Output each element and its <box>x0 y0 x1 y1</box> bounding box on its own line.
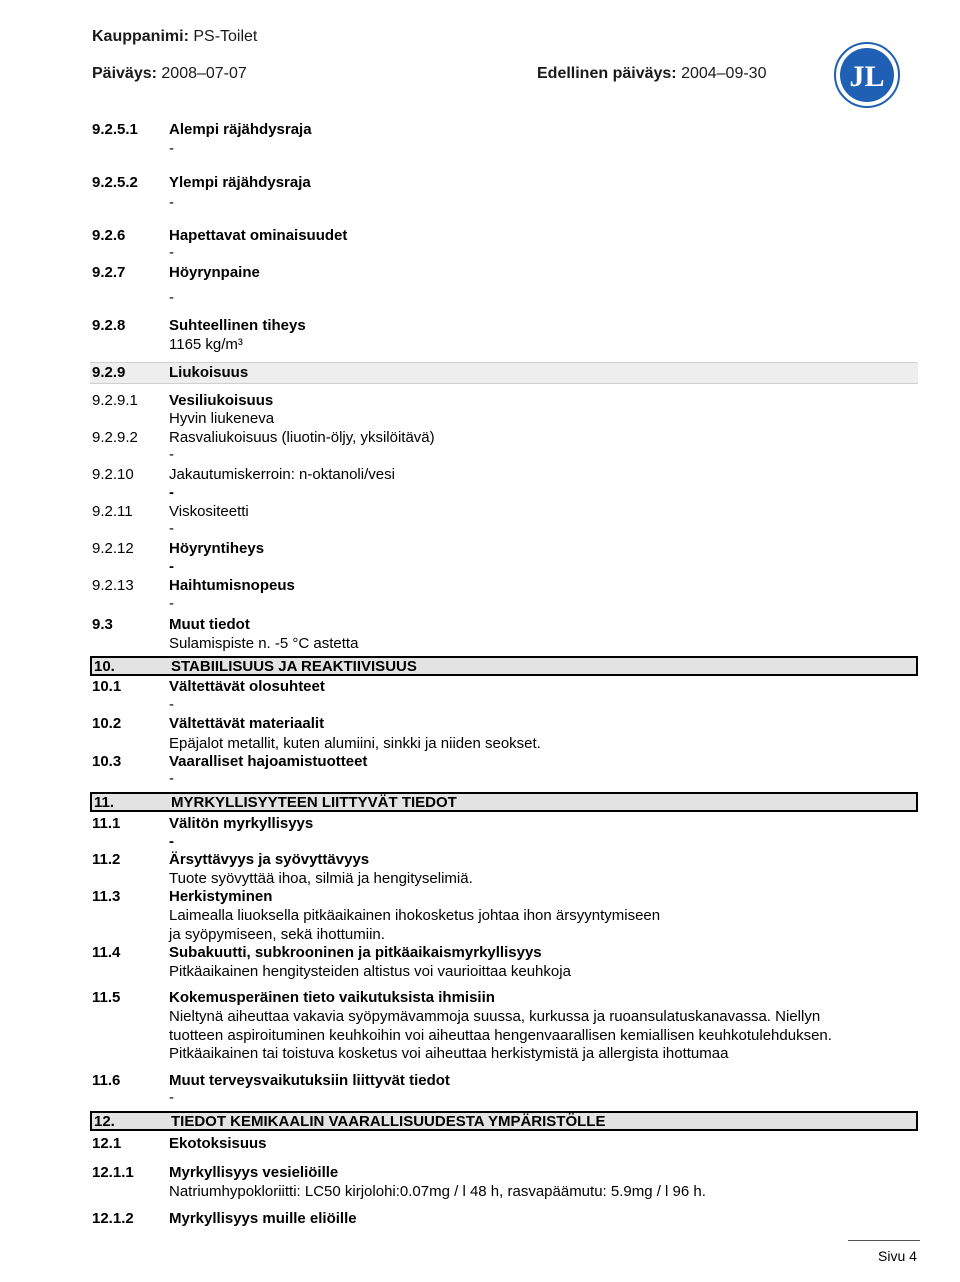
svg-text:JL: JL <box>849 60 885 93</box>
previous-date: Edellinen päiväys: 2004–09-30 <box>537 65 767 82</box>
section-10-header: 10. STABIILISUUS JA REAKTIIVISUUS <box>90 656 918 676</box>
section-11-header: 11. MYRKYLLISYYTEEN LIITTYVÄT TIEDOT <box>90 792 918 812</box>
company-logo <box>834 42 900 108</box>
trade-name: Kauppanimi: PS-Toilet <box>92 28 258 45</box>
footer-divider <box>848 1240 920 1241</box>
date: Päiväys: 2008–07-07 <box>92 65 247 82</box>
page-number: Sivu 4 <box>878 1248 917 1264</box>
section-12-header: 12. TIEDOT KEMIKAALIN VAARALLISUUDESTA YMPÄRISTÖLLE <box>90 1111 918 1131</box>
